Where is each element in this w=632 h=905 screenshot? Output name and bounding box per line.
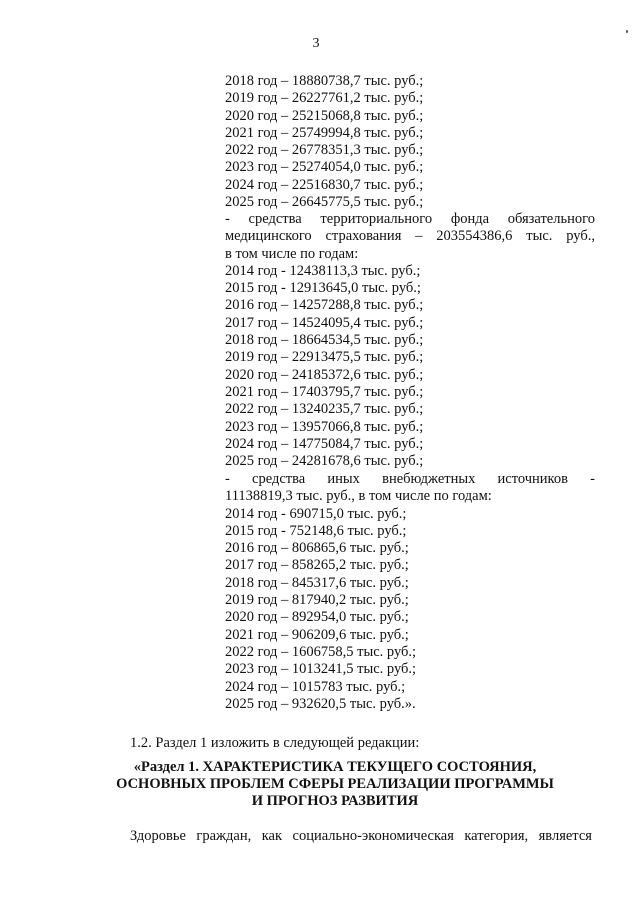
year-amount-line: 2022 год – 13240235,7 тыс. руб.; <box>225 401 424 418</box>
funding-territorial-fund-block <box>225 211 595 470</box>
body-paragraph-first-line <box>130 828 592 845</box>
year-amount-line: 2018 год – 18880738,7 тыс. руб.; <box>225 73 424 89</box>
year-amount-line: 2017 год – 14524095,4 тыс. руб.; <box>225 314 424 331</box>
year-amount-line: 2025 год – 26645775,5 тыс. руб.; <box>225 194 424 211</box>
year-amount-line: 2015 год - 752148,6 тыс. руб.; <box>225 522 407 539</box>
year-amount-line: 2024 год – 14775084,7 тыс. руб.; <box>225 435 424 452</box>
header-word: средства <box>252 471 306 487</box>
header-word: страхования <box>325 228 402 245</box>
section-title-line-3: И ПРОГНОЗ РАЗВИТИЯ <box>251 793 419 809</box>
year-amount-line: 2015 год - 12913645,0 тыс. руб.; <box>225 280 421 297</box>
year-amount-line: 2023 год – 13957066,8 тыс. руб.; <box>225 418 424 435</box>
territorial-fund-years-list <box>225 263 595 471</box>
section-title-line-2: ОСНОВНЫХ ПРОБЛЕМ СФЕРЫ РЕАЛИЗАЦИИ ПРОГРАММЫ <box>116 776 554 792</box>
year-amount-line: 2014 год - 12438113,3 тыс. руб.; <box>225 262 421 279</box>
scan-speck <box>626 30 628 33</box>
header-word: обязательного <box>507 211 595 227</box>
header-word: 203554386,6 <box>436 228 513 245</box>
territorial-fund-header-line-3: в том числе по годам: <box>225 245 359 262</box>
year-amount-line: 2016 год – 14257288,8 тыс. руб.; <box>225 297 424 314</box>
year-amount-line: 2023 год – 1013241,5 тыс. руб.; <box>225 661 417 678</box>
year-amount-line: 2020 год – 24185372,6 тыс. руб.; <box>225 366 424 383</box>
year-amount-line: 2020 год – 892954,0 тыс. руб.; <box>225 609 409 626</box>
body-word: категория, <box>464 828 529 844</box>
territorial-fund-header-line-1 <box>225 211 595 228</box>
extrabudgetary-header-line-1 <box>225 471 595 488</box>
year-amount-line: 2017 год – 858265,2 тыс. руб.; <box>225 557 409 574</box>
year-amount-line: 2024 год – 1015783 тыс. руб.; <box>225 678 406 695</box>
body-word: как <box>261 828 283 844</box>
year-amount-line: 2021 год – 906209,6 тыс. руб.; <box>225 626 409 643</box>
year-amount-line: 2021 год – 17403795,7 тыс. руб.; <box>225 383 424 400</box>
year-amount-line: 2014 год - 690715,0 тыс. руб.; <box>225 505 407 522</box>
year-amount-line: 2019 год – 26227761,2 тыс. руб.; <box>225 90 424 107</box>
section-title <box>100 759 570 810</box>
header-word: руб., <box>566 228 595 245</box>
extrabudgetary-years-list <box>225 506 595 714</box>
header-word: иных <box>327 471 360 487</box>
header-word: территориального <box>320 211 433 227</box>
section-instruction: 1.2. Раздел 1 изложить в следующей редакции: <box>130 735 420 751</box>
body-word: социально-экономическая <box>292 828 454 844</box>
body-word: является <box>538 828 592 844</box>
year-amount-line: 2019 год – 22913475,5 тыс. руб.; <box>225 349 424 366</box>
year-amount-line: 2025 год – 932620,5 тыс. руб.». <box>225 695 416 712</box>
year-amount-line: 2023 год – 25274054,0 тыс. руб.; <box>225 159 424 176</box>
year-amount-line: 2025 год – 24281678,6 тыс. руб.; <box>225 453 424 470</box>
funding-years-block-1 <box>225 73 595 211</box>
year-amount-line: 2018 год – 845317,6 тыс. руб.; <box>225 574 409 591</box>
header-word: тыс. <box>526 228 553 245</box>
year-amount-line: 2021 год – 25749994,8 тыс. руб.; <box>225 124 424 141</box>
year-amount-line: 2018 год – 18664534,5 тыс. руб.; <box>225 332 424 349</box>
section-title-line-1: «Раздел 1. ХАРАКТЕРИСТИКА ТЕКУЩЕГО СОСТОЯНИЯ, <box>133 759 537 775</box>
extrabudgetary-header-line-2: 11138819,3 тыс. руб., в том числе по годам: <box>225 488 492 505</box>
header-word: - <box>225 471 230 487</box>
header-word: внебюджетных <box>382 471 476 487</box>
header-word: - <box>590 471 595 487</box>
body-word: граждан, <box>196 828 252 844</box>
page-number: 3 <box>312 36 320 51</box>
year-amount-line: 2022 год – 26778351,3 тыс. руб.; <box>225 142 424 159</box>
body-word: Здоровье <box>130 828 186 844</box>
funding-extrabudgetary-block <box>225 471 595 713</box>
year-amount-line: 2022 год – 1606758,5 тыс. руб.; <box>225 643 417 660</box>
header-word: медицинского <box>225 228 312 245</box>
year-amount-line: 2019 год – 817940,2 тыс. руб.; <box>225 592 409 609</box>
year-amount-line: 2024 год – 22516830,7 тыс. руб.; <box>225 176 424 193</box>
header-word: средства <box>248 211 302 227</box>
header-word: - <box>225 211 230 227</box>
territorial-fund-header-line-2 <box>225 228 595 245</box>
year-amount-line: 2016 год – 806865,6 тыс. руб.; <box>225 540 409 557</box>
year-amount-line: 2020 год – 25215068,8 тыс. руб.; <box>225 107 424 124</box>
header-word: источников <box>497 471 568 487</box>
header-word: – <box>415 228 423 245</box>
header-word: фонда <box>450 211 490 227</box>
